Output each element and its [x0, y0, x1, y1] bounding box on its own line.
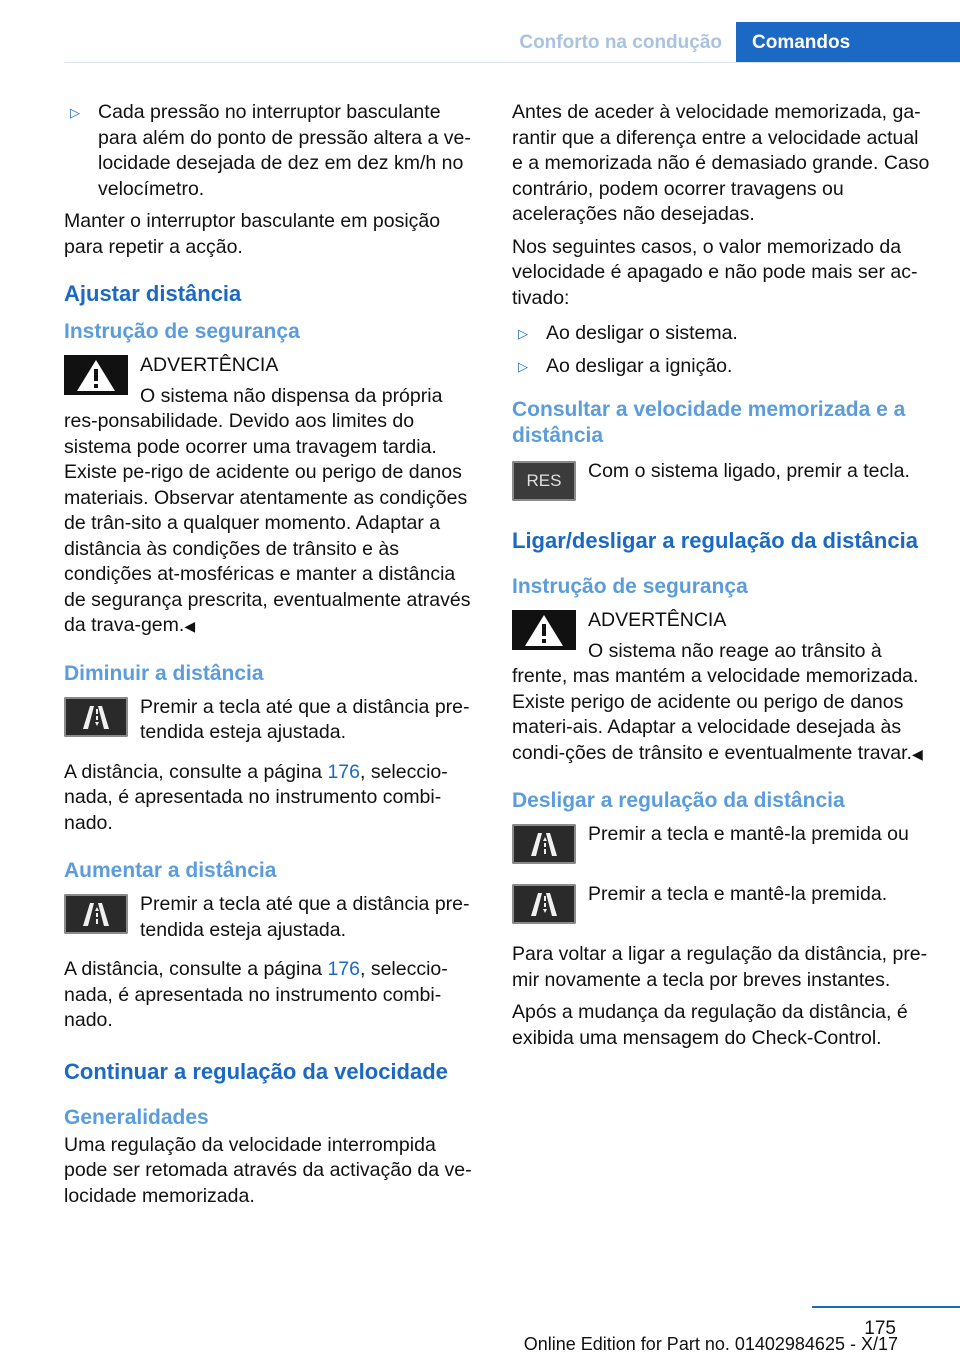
page-link[interactable]: 176	[327, 958, 360, 980]
res-key-icon	[512, 461, 576, 501]
header-rule	[64, 62, 960, 63]
triangle-right-icon: ▷	[70, 105, 80, 120]
paragraph	[64, 760, 476, 837]
button-instruction-text: Premir a tecla até que a distância pre-tendida esteja ajustada.	[140, 695, 470, 743]
left-column	[64, 100, 476, 1216]
right-column	[512, 100, 930, 1058]
heading-desligar-regulacao: Desligar a regulação da distância	[512, 789, 845, 812]
button-instruction-text: Com o sistema ligado, premir a tecla.	[588, 460, 910, 482]
warning-text: O sistema não reage ao trânsito à frente, mas mantém a velocidade memorizada. Existe perigo de acidente ou perigo de danos materi-ais. Adaptar a velocidade desejada às condi-ções de trânsito e eventualmente travar.	[512, 639, 919, 764]
page-number: 175	[864, 1318, 896, 1339]
bullet-text: Cada pressão no interruptor basculante para além do ponto de pressão altera a ve-locidade desejada de dez em dez km/h no velocímetro.	[98, 101, 471, 200]
warning-label: ADVERTÊNCIA	[588, 609, 727, 631]
paragraph: Manter o interruptor basculante em posição para repetir a acção.	[64, 210, 441, 258]
paragraph-text: A distância, consulte a página	[64, 958, 328, 980]
end-mark-icon: ◀	[911, 745, 923, 762]
edition-note: Online Edition for Part no. 01402984625 - X/17	[523, 1334, 898, 1354]
header-section-title: Conforto na condução	[519, 32, 722, 53]
paragraph: Antes de aceder à velocidade memorizada, ga-rantir que a diferença entre a velocidade actual e a memorizada não é demasiado grande. Caso contrário, podem ocorrer travagens ou acelerações não desejadas.	[512, 101, 930, 225]
button-instruction	[64, 892, 476, 943]
heading-aumentar-distancia: Aumentar a distância	[64, 859, 277, 882]
warning-triangle-icon	[512, 610, 576, 650]
button-instruction-text: Premir a tecla e mantê-la premida ou	[588, 823, 909, 845]
distance-control-key-icon	[512, 824, 576, 864]
bullet-text: Ao desligar o sistema.	[546, 322, 738, 344]
heading-continuar-regulacao: Continuar a regulação da velocidade	[64, 1058, 448, 1084]
end-mark-icon: ◀	[184, 618, 196, 634]
warning-triangle-icon	[64, 355, 128, 395]
heading-ligar-desligar: Ligar/desligar a regulação da distância	[512, 528, 918, 553]
button-instruction-text: Premir a tecla e mantê-la premida.	[588, 883, 888, 905]
button-instruction	[512, 459, 930, 505]
bullet-text: Ao desligar a ignição.	[546, 354, 733, 377]
warning-label: ADVERTÊNCIA	[140, 354, 279, 376]
heading-consultar-velocidade: Consultar a velocidade memorizada e a distância	[512, 398, 906, 447]
triangle-right-icon: ▷	[518, 358, 528, 374]
paragraph: Uma regulação da velocidade interrompida pode ser retomada através da activação da ve-locidade memorizada.	[64, 1133, 472, 1207]
paragraph	[64, 957, 476, 1034]
warning-text: O sistema não dispensa da própria res-ponsabilidade. Devido aos limites do sistema pode ocorrer uma travagem tardia. Existe pe-rigo de acidente ou perigo de danos materiais. Observar atentamente as condições de trân-sito a qualquer momento. Adaptar a distância às condições de trânsito e às condições at-mosféricas e manter a distância de segurança prescrita, eventualmente através da trava-gem.	[64, 384, 471, 636]
header-chapter-tab: Comandos	[736, 22, 960, 62]
paragraph-text: , seleccio-nada, é apresentada no instrumento combi-nado.	[64, 958, 448, 1031]
heading-instrucao-seguranca: Instrução de segurança	[512, 575, 748, 598]
heading-generalidades: Generalidades	[64, 1105, 209, 1129]
warning-block	[512, 608, 930, 766]
paragraph: Após a mudança da regulação da distância, é exibida uma mensagem do Check-Control.	[512, 1001, 908, 1049]
button-instruction-text: Premir a tecla até que a distância pre-tendida esteja ajustada.	[140, 893, 470, 941]
button-instruction	[512, 822, 930, 868]
button-instruction	[64, 695, 476, 746]
paragraph: Nos seguintes casos, o valor memorizado da velocidade é apagado e não pode mais ser ac-tivado:	[512, 235, 918, 309]
distance-control-key-icon	[64, 697, 128, 737]
paragraph: Para voltar a ligar a regulação da distância, pre-mir novamente a tecla por breves instantes.	[512, 943, 928, 991]
triangle-right-icon: ▷	[518, 326, 528, 341]
footer-rule	[812, 1306, 960, 1308]
heading-ajustar-distancia: Ajustar distância	[64, 281, 242, 306]
bullet-item	[512, 354, 930, 380]
bullet-item	[64, 100, 476, 202]
res-key-label: RES	[526, 471, 562, 490]
paragraph-text: , seleccio-nada, é apresentada no instrumento combi-nado.	[64, 760, 448, 834]
distance-control-key-icon	[512, 884, 576, 924]
heading-instrucao-seguranca: Instrução de segurança	[64, 320, 300, 343]
button-instruction	[512, 882, 930, 928]
page-link[interactable]: 176	[327, 760, 360, 783]
distance-control-key-icon	[64, 894, 128, 934]
warning-block	[64, 353, 476, 639]
paragraph-text: A distância, consulte a página	[64, 760, 328, 783]
heading-diminuir-distancia: Diminuir a distância	[64, 661, 264, 685]
bullet-item	[512, 321, 930, 347]
